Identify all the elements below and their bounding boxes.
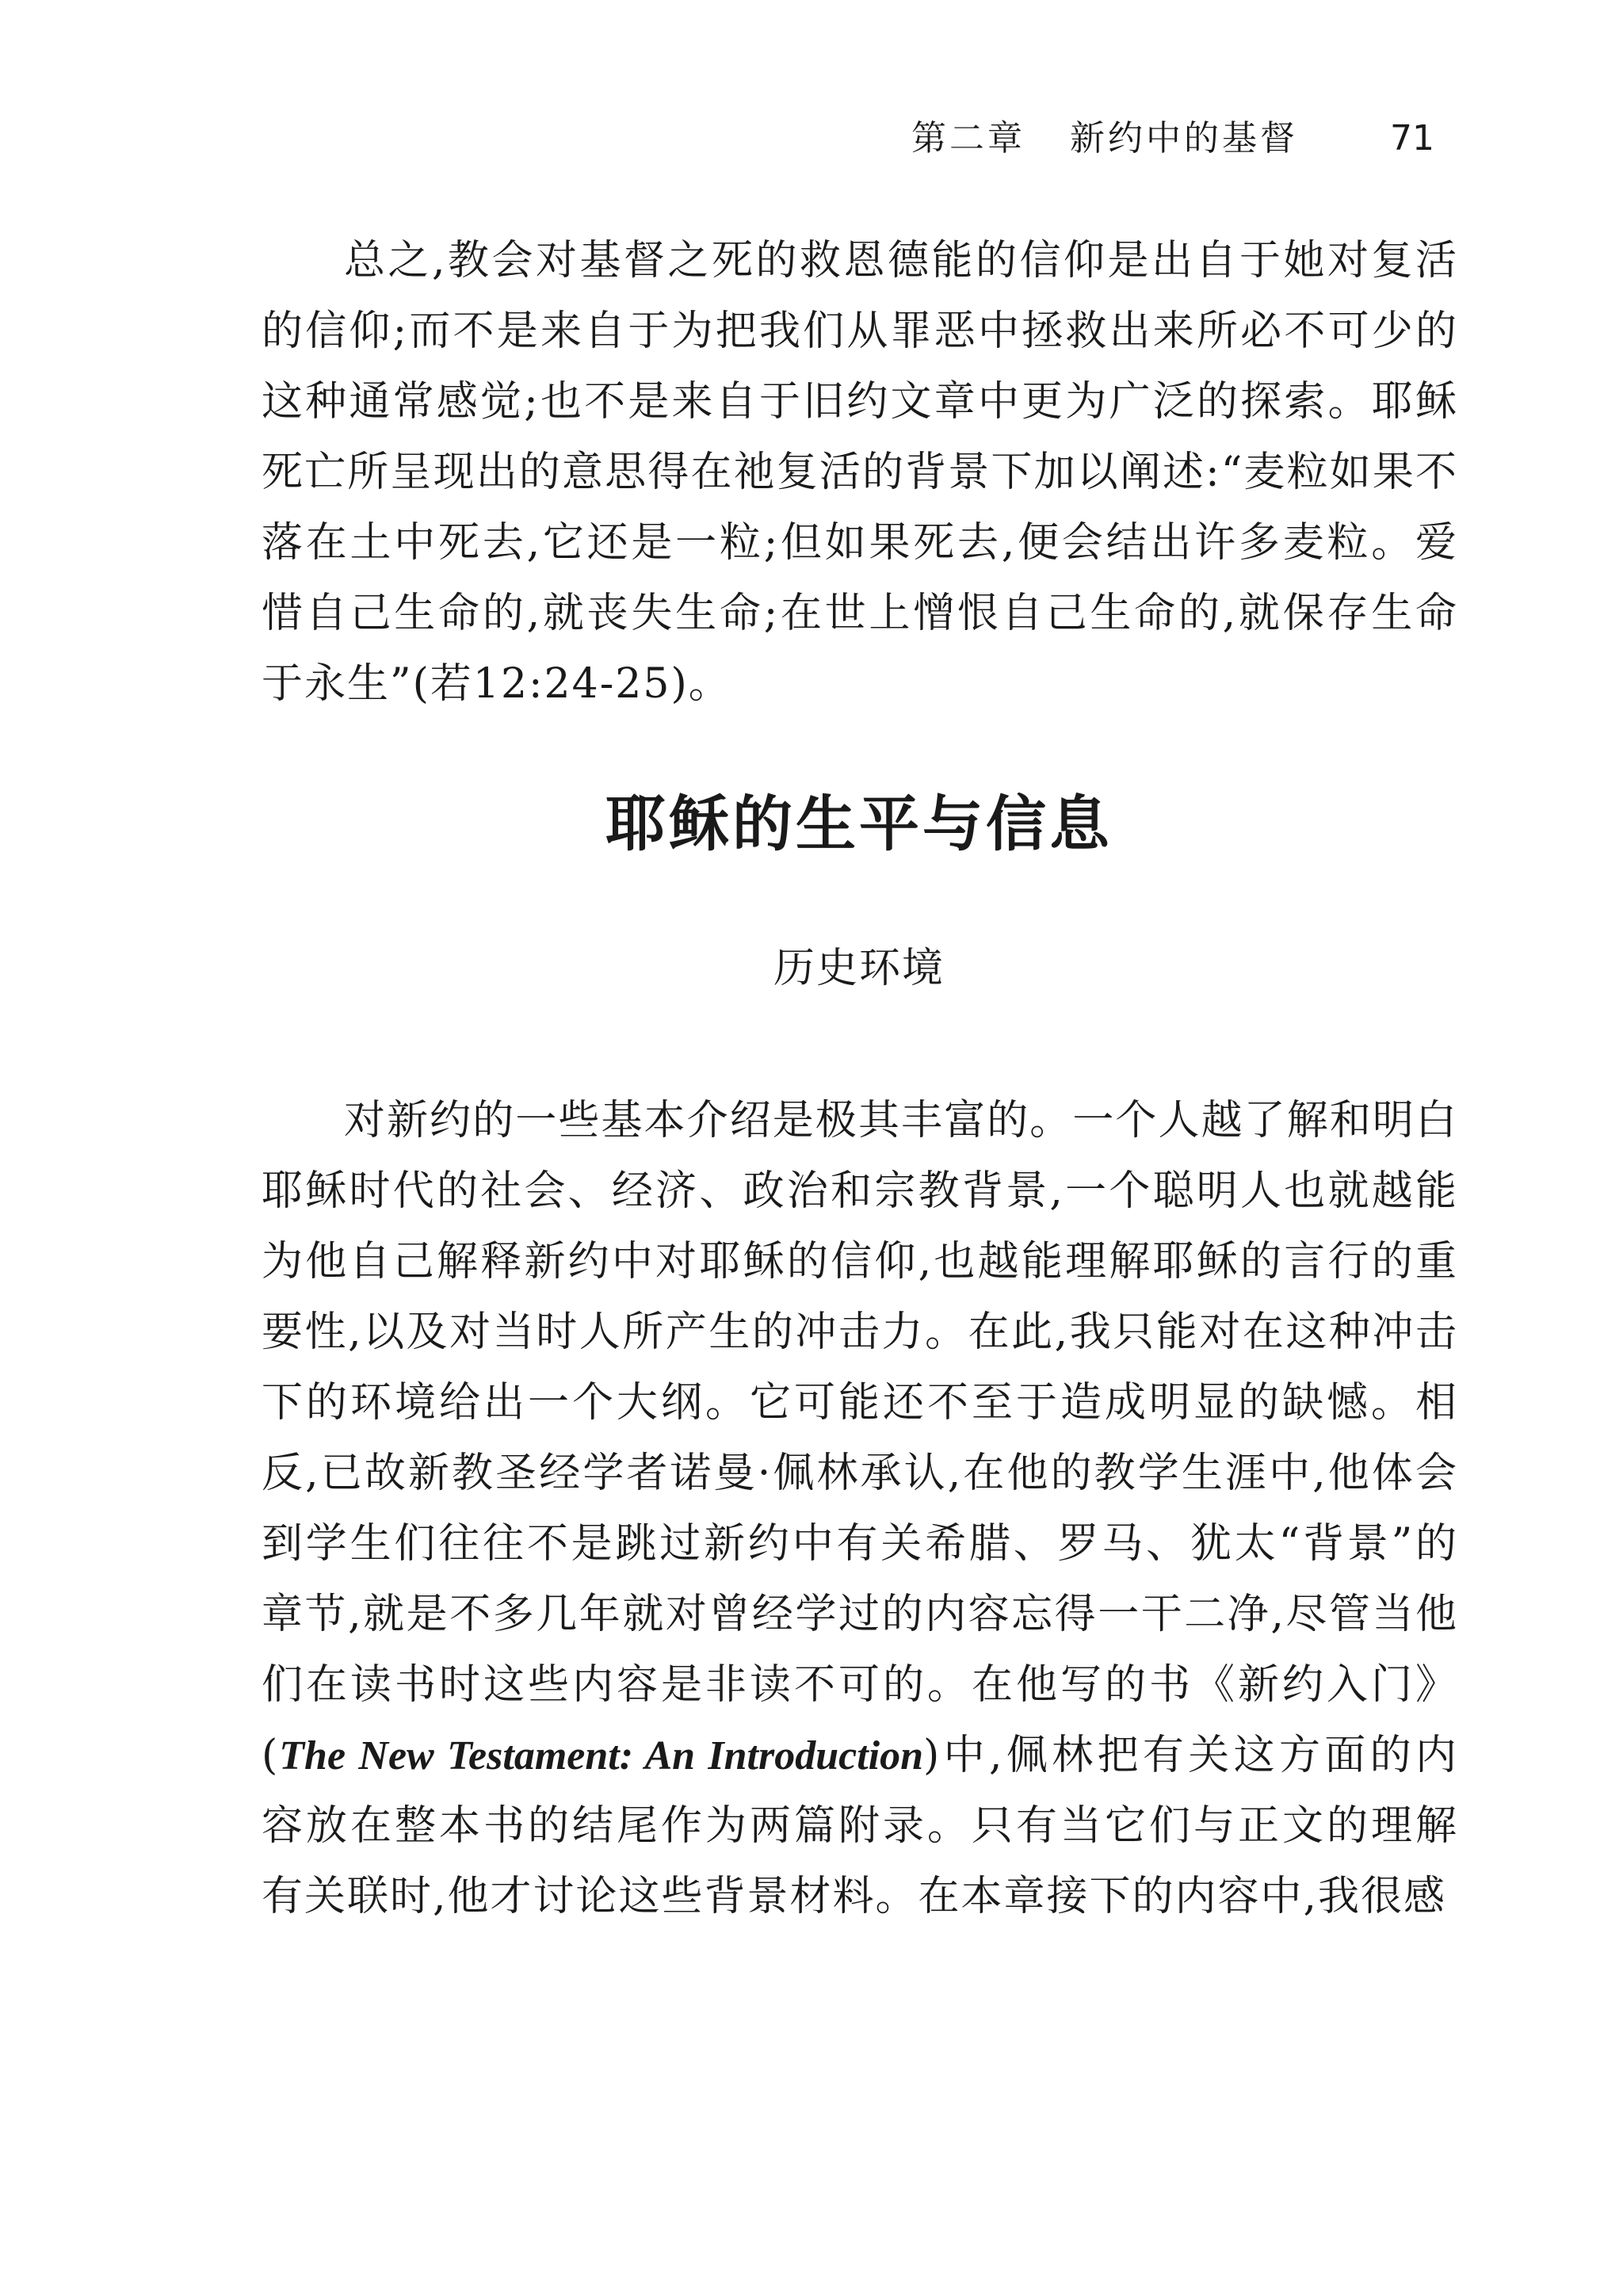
paragraph-text-after: )中,佩林把有关这方面的内容放在整本书的结尾作为两篇附录。只有当它们与正文的理解有关联时,他才讨论这些背景材料。在本章接下的内容中,我很感 [262,1732,1458,1920]
chapter-title: 新约中的基督 [1070,118,1298,159]
chapter-label: 第二章 [911,118,1025,159]
page-number: 71 [1390,118,1434,159]
book-title-english: The New Testament: An Introduction [279,1733,924,1778]
paragraph-historical-context [262,1086,1458,1932]
subsection-heading: 历史环境 [773,945,945,992]
section-heading: 耶稣的生平与信息 [605,789,1113,859]
paragraph-text [262,1086,1458,1932]
paragraph-text-before: 对新约的一些基本介绍是极其丰富的。一个人越了解和明白耶稣时代的社会、经济、政治和宗教背景,一个聪明人也就越能为他自己解释新约中对耶稣的信仰,也越能理解耶稣的言行的重要性,以及对当时人所产生的冲击力。在此,我只能对在这种冲击下的环境给出一个大纲。它可能还不至于造成明显的缺憾。相反,已故新教圣经学者诺曼·佩林承认,在他的教学生涯中,他体会到学生们往往不是跳过新约中有关希腊、罗马、犹太“背景”的章节,就是不多几年就对曾经学过的内容忘得一干二净,尽管当他们在读书时这些内容是非读不可的。在他写的书《新约入门》( [262,1097,1458,1779]
paragraph-conclusion [262,226,1458,720]
paragraph-text: 总之,教会对基督之死的救恩德能的信仰是出自于她对复活的信仰;而不是来自于为把我们从罪恶中拯救出来所必不可少的这种通常感觉;也不是来自于旧约文章中更为广泛的探索。耶稣死亡所呈现出的意思得在祂复活的背景下加以阐述:“麦粒如果不落在土中死去,它还是一粒;但如果死去,便会结出许多麦粒。爱惜自己生命的,就丧失生命;在世上憎恨自己生命的,就保存生命于永生”(若12:24-25)。 [262,237,1458,708]
running-head [911,111,1434,166]
